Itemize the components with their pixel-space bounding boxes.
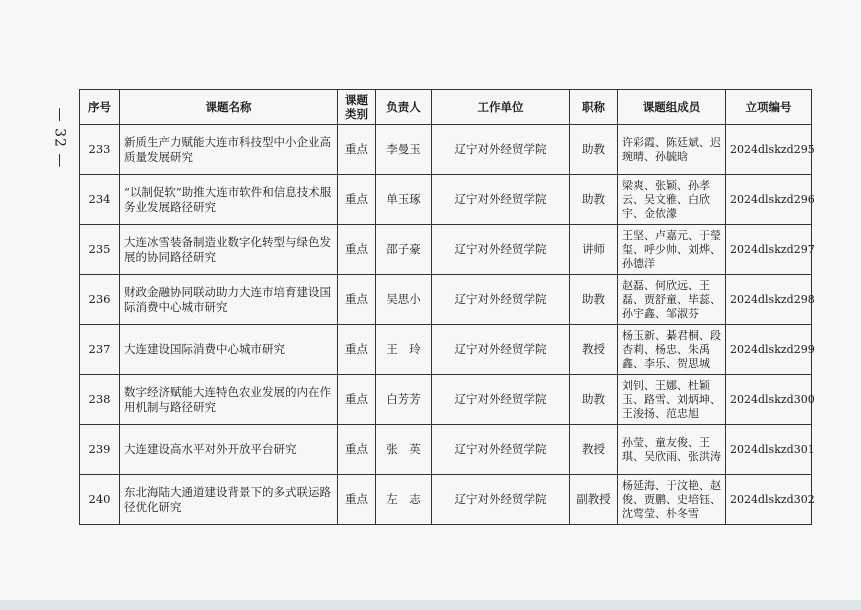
cell-rank: 助教 [570, 275, 618, 325]
table-row [80, 275, 812, 325]
cell-unit: 辽宁对外经贸学院 [432, 325, 570, 375]
cell-members: 刘钊、王娜、杜颖玉、路雪、刘炳坤、王浚扬、范忠旭 [618, 375, 726, 425]
table-row [80, 175, 812, 225]
header-rank: 职称 [570, 90, 618, 125]
cell-unit: 辽宁对外经贸学院 [432, 475, 570, 525]
cell-code: 2024dlskzd297 [726, 225, 812, 275]
scan-edge-band [0, 600, 861, 610]
cell-leader: 邵子豪 [376, 225, 432, 275]
cell-rank: 助教 [570, 375, 618, 425]
cell-title: “以制促软”助推大连市软件和信息技术服务业发展路径研究 [120, 175, 338, 225]
cell-unit: 辽宁对外经贸学院 [432, 225, 570, 275]
cell-category: 重点 [338, 225, 376, 275]
cell-code: 2024dlskzd302 [726, 475, 812, 525]
header-unit: 工作单位 [432, 90, 570, 125]
cell-rank: 教授 [570, 425, 618, 475]
cell-leader: 张 英 [376, 425, 432, 475]
cell-code: 2024dlskzd296 [726, 175, 812, 225]
table-row [80, 225, 812, 275]
project-table [79, 89, 815, 525]
cell-rank: 教授 [570, 325, 618, 375]
cell-rank: 副教授 [570, 475, 618, 525]
cell-rank: 助教 [570, 125, 618, 175]
cell-category: 重点 [338, 325, 376, 375]
cell-unit: 辽宁对外经贸学院 [432, 175, 570, 225]
cell-no: 238 [80, 375, 120, 425]
cell-rank: 助教 [570, 175, 618, 225]
cell-code: 2024dlskzd299 [726, 325, 812, 375]
cell-title: 数字经济赋能大连特色农业发展的内在作用机制与路径研究 [120, 375, 338, 425]
cell-code: 2024dlskzd295 [726, 125, 812, 175]
table-row [80, 425, 812, 475]
table-row [80, 375, 812, 425]
cell-no: 233 [80, 125, 120, 175]
cell-no: 235 [80, 225, 120, 275]
cell-no: 240 [80, 475, 120, 525]
cell-category: 重点 [338, 275, 376, 325]
cell-leader: 单玉琢 [376, 175, 432, 225]
table-header-row [80, 90, 812, 125]
cell-members: 孙莹、童友俊、王琪、吴欣雨、张洪涛 [618, 425, 726, 475]
cell-unit: 辽宁对外经贸学院 [432, 425, 570, 475]
header-leader: 负责人 [376, 90, 432, 125]
cell-category: 重点 [338, 475, 376, 525]
cell-title: 大连冰雪装备制造业数字化转型与绿色发展的协同路径研究 [120, 225, 338, 275]
header-code: 立项编号 [726, 90, 812, 125]
cell-leader: 李曼玉 [376, 125, 432, 175]
cell-category: 重点 [338, 425, 376, 475]
cell-category: 重点 [338, 175, 376, 225]
cell-members: 赵磊、何欣远、王磊、贾舒童、毕蕊、孙宇鑫、邹淑芬 [618, 275, 726, 325]
cell-no: 239 [80, 425, 120, 475]
cell-leader: 王 玲 [376, 325, 432, 375]
cell-title: 新质生产力赋能大连市科技型中小企业高质量发展研究 [120, 125, 338, 175]
cell-members: 王坚、卢嘉元、于瑩玺、呼少帅、刘烨、孙德洋 [618, 225, 726, 275]
cell-code: 2024dlskzd298 [726, 275, 812, 325]
cell-title: 财政金融协同联动助力大连市培育建设国际消费中心城市研究 [120, 275, 338, 325]
cell-members: 杨延海、于汶艳、赵俊、贾鹏、史培钰、沈莺莹、朴冬雪 [618, 475, 726, 525]
cell-title: 大连建设高水平对外开放平台研究 [120, 425, 338, 475]
cell-members: 杨玉新、綦君桐、段杏莉、杨忠、朱禹鑫、李乐、贺思城 [618, 325, 726, 375]
cell-leader: 左 志 [376, 475, 432, 525]
page-number-text: — 32 — [51, 107, 67, 169]
header-no: 序号 [80, 90, 120, 125]
table-row [80, 325, 812, 375]
table-row [80, 475, 812, 525]
cell-no: 234 [80, 175, 120, 225]
cell-no: 237 [80, 325, 120, 375]
header-members: 课题组成员 [618, 90, 726, 125]
cell-code: 2024dlskzd300 [726, 375, 812, 425]
cell-title: 大连建设国际消费中心城市研究 [120, 325, 338, 375]
header-title: 课题名称 [120, 90, 338, 125]
table-row [80, 125, 812, 175]
cell-unit: 辽宁对外经贸学院 [432, 375, 570, 425]
cell-leader: 白芳芳 [376, 375, 432, 425]
cell-leader: 吴思小 [376, 275, 432, 325]
cell-rank: 讲师 [570, 225, 618, 275]
cell-members: 梁爽、张颖、孙孝云、吴文雅、白欣宇、金依濛 [618, 175, 726, 225]
cell-title: 东北海陆大通道建设背景下的多式联运路径优化研究 [120, 475, 338, 525]
cell-members: 许彩霞、陈廷斌、迟琬晴、孙毓晗 [618, 125, 726, 175]
cell-unit: 辽宁对外经贸学院 [432, 275, 570, 325]
cell-unit: 辽宁对外经贸学院 [432, 125, 570, 175]
cell-no: 236 [80, 275, 120, 325]
page-number [46, 108, 72, 168]
header-category: 课题类别 [338, 90, 376, 125]
cell-code: 2024dlskzd301 [726, 425, 812, 475]
cell-category: 重点 [338, 125, 376, 175]
cell-category: 重点 [338, 375, 376, 425]
